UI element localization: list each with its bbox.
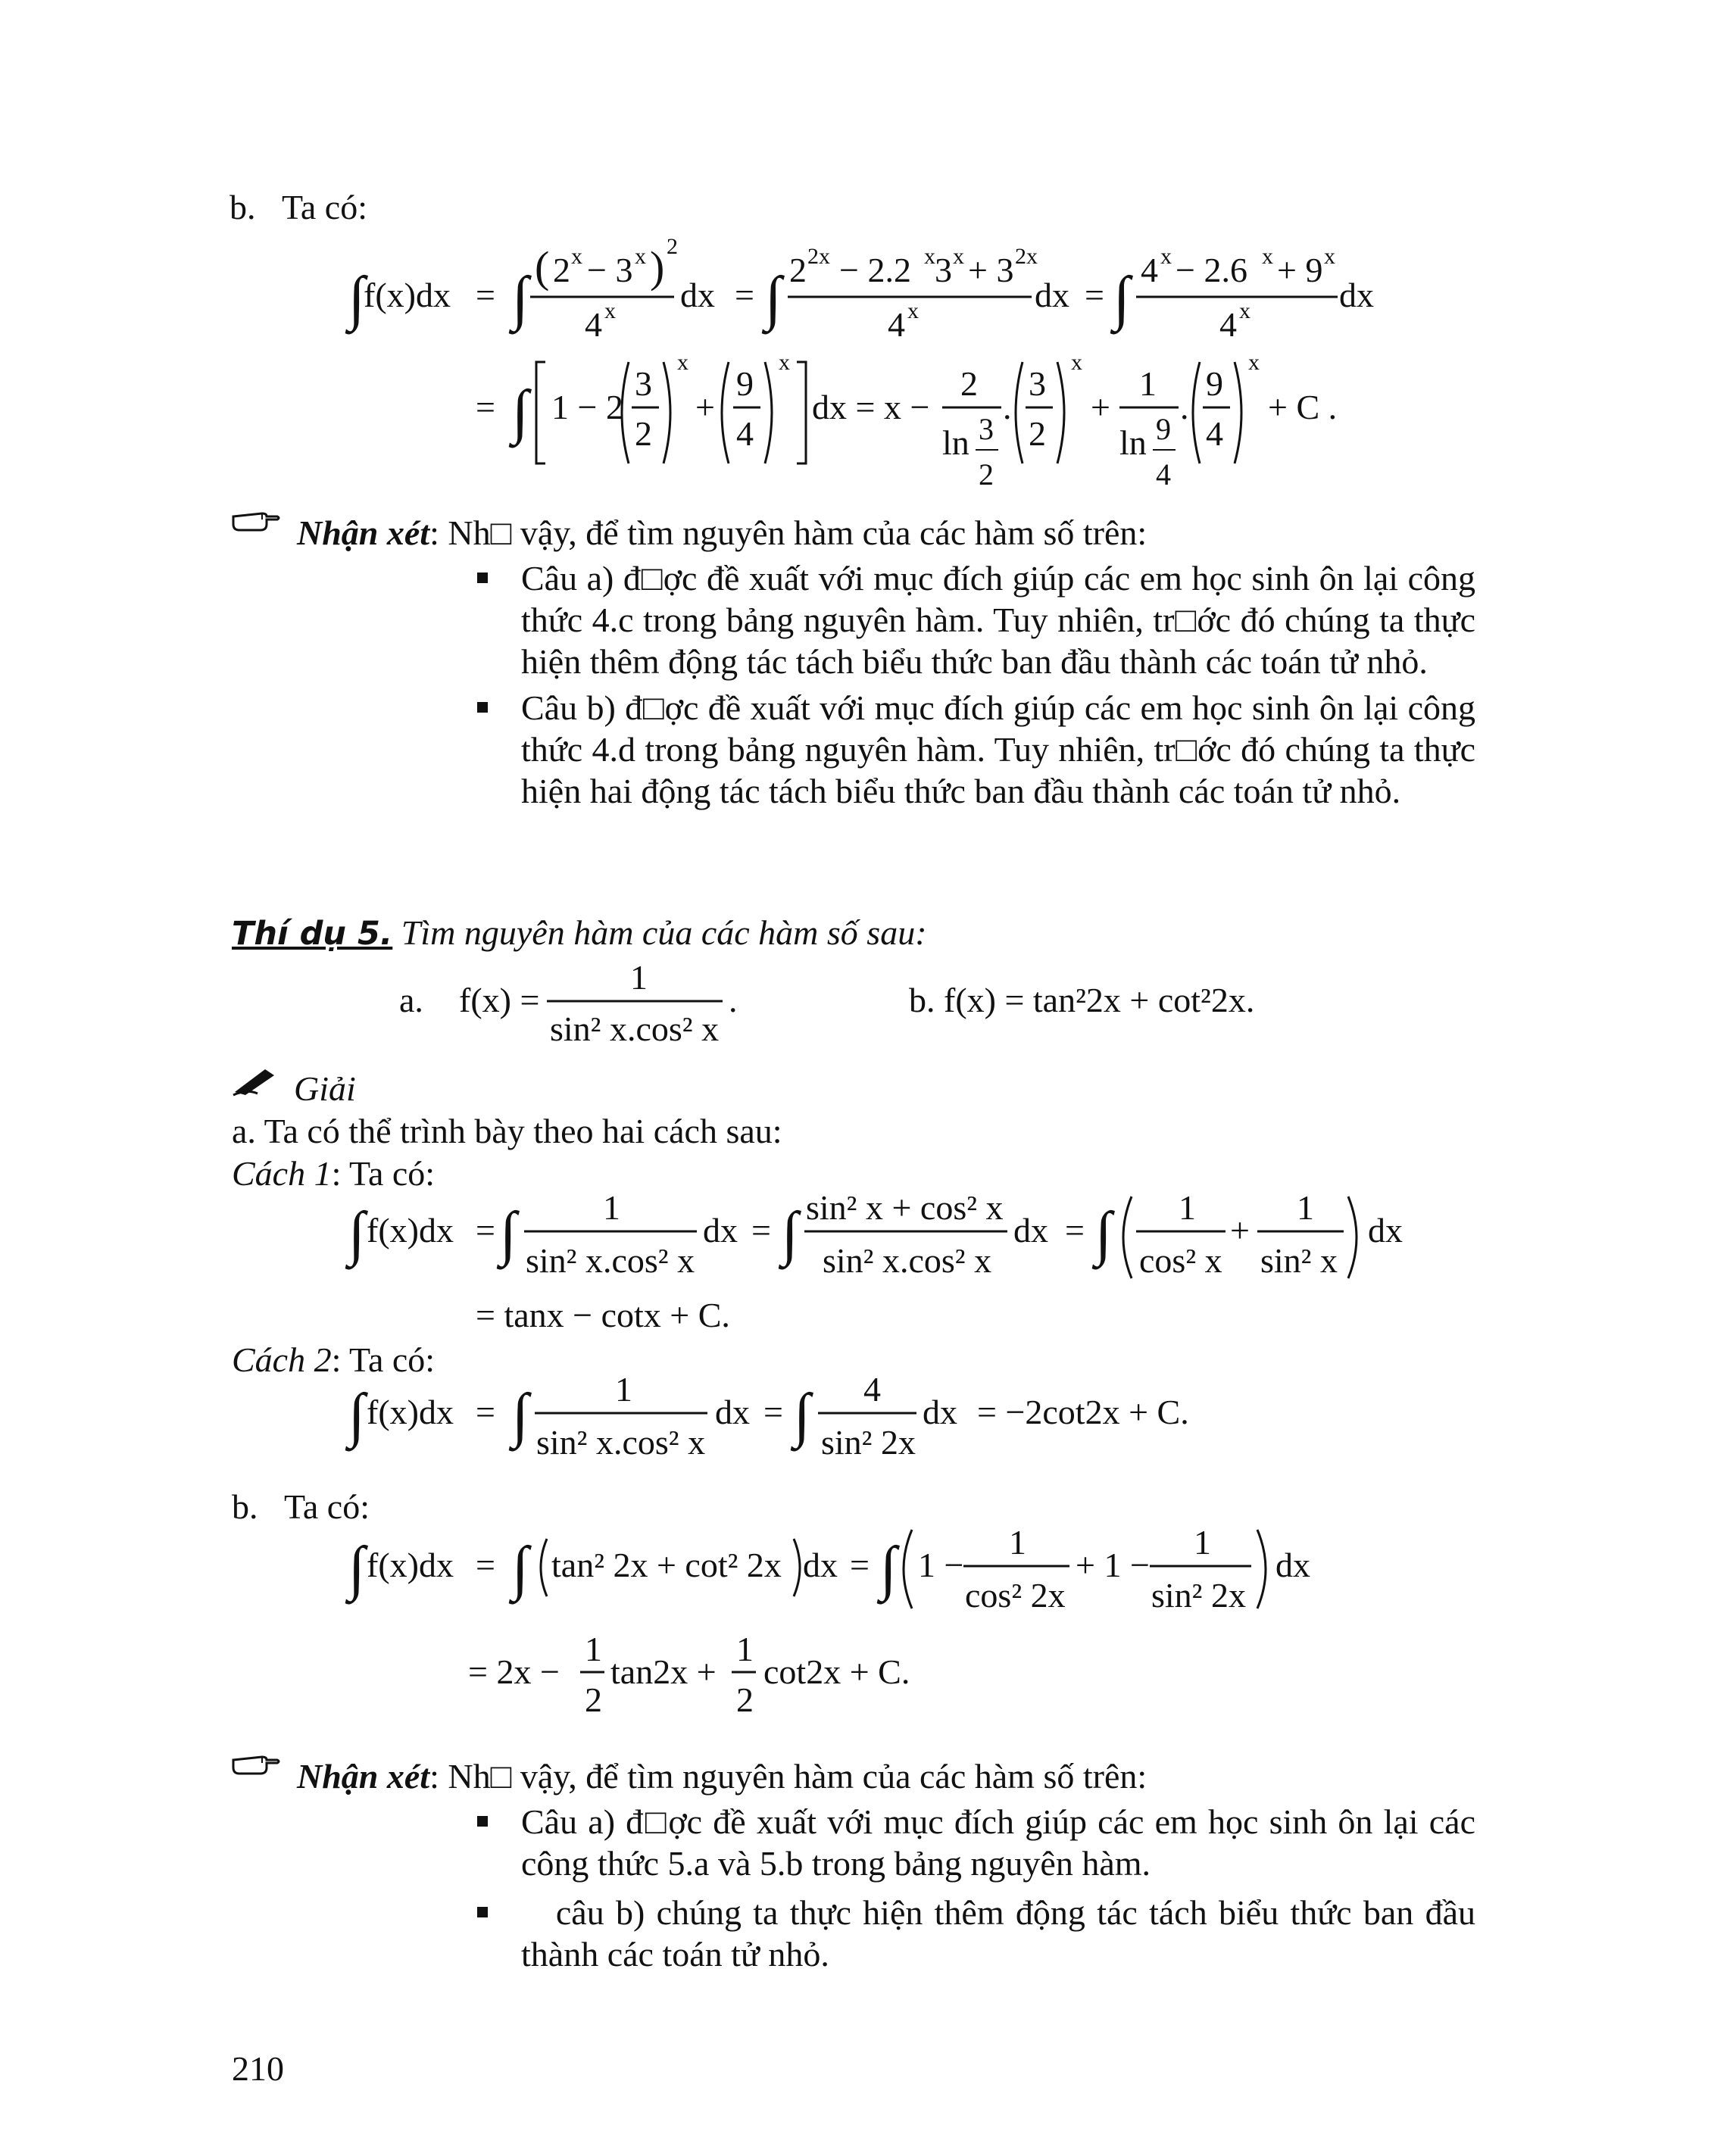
svg-text:f(x)dx: f(x)dx xyxy=(367,1546,454,1584)
svg-text:dx: dx xyxy=(715,1393,750,1431)
svg-text:1: 1 xyxy=(1297,1188,1314,1227)
svg-text:x: x xyxy=(677,350,688,375)
svg-text:4: 4 xyxy=(585,305,602,344)
solution-a-intro: a. Ta có thể trình bày theo hai cách sau: xyxy=(232,1112,782,1150)
svg-text:2: 2 xyxy=(979,457,994,491)
svg-text:2: 2 xyxy=(789,251,807,289)
svg-text:+ C .: + C . xyxy=(1268,388,1338,426)
svg-text:= −2cot2x + C.: = −2cot2x + C. xyxy=(977,1393,1189,1431)
svg-text:b. f(x) = tan²2x + cot²2x.: b. f(x) = tan²2x + cot²2x. xyxy=(909,981,1255,1019)
svg-text:∫: ∫ xyxy=(500,1200,517,1267)
svg-text:=: = xyxy=(763,1393,783,1431)
svg-text:2: 2 xyxy=(585,1680,602,1719)
svg-text:dx: dx xyxy=(1013,1211,1048,1250)
svg-text:∫: ∫ xyxy=(794,1382,810,1449)
svg-text:sin² 2x: sin² 2x xyxy=(1151,1576,1246,1615)
svg-text:sin² x: sin² x xyxy=(1260,1241,1338,1280)
svg-text:3: 3 xyxy=(979,412,994,446)
svg-text:=: = xyxy=(1065,1211,1085,1250)
svg-text:4: 4 xyxy=(863,1370,881,1409)
svg-text:dx: dx xyxy=(680,276,715,314)
svg-text:+ 3: + 3 xyxy=(968,251,1014,289)
svg-text:∫: ∫ xyxy=(782,1200,798,1267)
svg-text:dx: dx xyxy=(1339,276,1374,314)
svg-text:2x: 2x xyxy=(807,244,830,269)
svg-text:1: 1 xyxy=(1194,1523,1211,1562)
list-item: Câu a) đ□ợc đề xuất với mục đích giúp các em học sinh ôn lại công thức 4.c trong bảng nguyên hàm. Tuy nhiên, tr□ớc đó chúng ta thực hiện thêm động tác tách biểu thức ban đầu thành các toán tử nhỏ. xyxy=(521,557,1475,682)
svg-text:cot2x + C.: cot2x + C. xyxy=(763,1652,910,1691)
svg-text:sin² x + cos² x: sin² x + cos² x xyxy=(806,1188,1004,1227)
svg-text:1 − 2: 1 − 2 xyxy=(551,388,623,426)
svg-text:dx: dx xyxy=(803,1546,838,1584)
svg-text:f(x)dx: f(x)dx xyxy=(367,1211,454,1250)
svg-text:cos² 2x: cos² 2x xyxy=(965,1576,1066,1615)
svg-text:sin² 2x: sin² 2x xyxy=(821,1423,916,1462)
example-5-heading: Thí dụ 5. Tìm nguyên hàm của các hàm số sau: xyxy=(232,913,927,953)
svg-text:∫: ∫ xyxy=(512,265,529,332)
svg-text:1: 1 xyxy=(1009,1523,1026,1562)
list-item: câu b) chúng ta thực hiện thêm động tác tách biểu thức ban đầu thành các toán tử nhỏ. xyxy=(521,1892,1475,1975)
svg-text:dx = x −: dx = x − xyxy=(812,388,930,426)
svg-text:∫: ∫ xyxy=(765,265,782,332)
solution-label: Giải xyxy=(294,1069,356,1108)
method-1-heading: Cách 1: Ta có: xyxy=(232,1154,436,1193)
svg-text:x: x xyxy=(1160,244,1172,269)
svg-text:.: . xyxy=(1003,388,1012,426)
svg-text:=: = xyxy=(476,1211,495,1250)
list-item: Câu a) đ□ợc đề xuất với mục đích giúp các em học sinh ôn lại các công thức 5.a và 5.b trong bảng nguyên hàm. xyxy=(521,1801,1475,1884)
svg-text:3: 3 xyxy=(935,251,952,289)
svg-text:− 3: − 3 xyxy=(587,251,633,289)
svg-text:sin² x.cos² x: sin² x.cos² x xyxy=(526,1241,695,1280)
svg-text:∫: ∫ xyxy=(512,379,529,445)
svg-text:2x: 2x xyxy=(1015,244,1038,269)
svg-text:.: . xyxy=(729,981,738,1019)
svg-text:= tanx − cotx + C.: = tanx − cotx + C. xyxy=(476,1296,730,1334)
svg-text:+: + xyxy=(1091,388,1110,426)
svg-text:cos² x: cos² x xyxy=(1139,1241,1222,1280)
list-item: Câu b) đ□ợc đề xuất với mục đích giúp các em học sinh ôn lại công thức 4.d trong bảng nguyên hàm. Tuy nhiên, tr□ớc đó chúng ta thực hiện hai động tác tách biểu thức ban đầu thành các toán tử nhỏ. xyxy=(521,687,1475,812)
svg-text:+: + xyxy=(695,388,715,426)
svg-text:dx: dx xyxy=(703,1211,738,1250)
svg-text:sin² x.cos² x: sin² x.cos² x xyxy=(536,1423,706,1462)
svg-text:∫: ∫ xyxy=(880,1535,897,1602)
svg-text:sin² x.cos² x: sin² x.cos² x xyxy=(550,1009,720,1048)
page-number: 210 xyxy=(232,2049,284,2088)
svg-text:): ) xyxy=(650,242,665,292)
svg-text:1 −: 1 − xyxy=(918,1546,964,1584)
svg-text:− 2.6: − 2.6 xyxy=(1176,251,1247,289)
svg-text:x: x xyxy=(907,298,919,323)
svg-text:=: = xyxy=(850,1546,870,1584)
svg-text:− 2.2: − 2.2 xyxy=(839,251,911,289)
svg-text:∫: ∫ xyxy=(512,1382,529,1449)
svg-text:x: x xyxy=(779,350,790,375)
remark-2-list xyxy=(521,1801,1485,1980)
svg-text:4: 4 xyxy=(1219,305,1237,344)
svg-text:1: 1 xyxy=(1179,1188,1196,1227)
svg-text:3: 3 xyxy=(1029,364,1046,403)
svg-text:∫: ∫ xyxy=(348,1535,365,1602)
svg-text:=: = xyxy=(476,388,495,426)
svg-text:4: 4 xyxy=(1156,457,1171,491)
svg-text:2: 2 xyxy=(667,234,678,259)
svg-text:(: ( xyxy=(535,242,550,292)
svg-text:= 2x −: = 2x − xyxy=(468,1652,560,1691)
svg-text:4: 4 xyxy=(888,305,905,344)
svg-text:dx: dx xyxy=(923,1393,957,1431)
svg-text:+ 9: + 9 xyxy=(1277,251,1323,289)
svg-text:ln: ln xyxy=(942,423,969,462)
svg-text:=: = xyxy=(751,1211,771,1250)
svg-text:dx: dx xyxy=(1035,276,1069,314)
svg-text:1: 1 xyxy=(736,1630,754,1668)
svg-text:9: 9 xyxy=(1206,364,1223,403)
svg-text:∫: ∫ xyxy=(512,1535,529,1602)
svg-text:3: 3 xyxy=(635,364,652,403)
svg-text:dx: dx xyxy=(1275,1546,1310,1584)
svg-text:2: 2 xyxy=(960,364,978,403)
svg-text:f(x)dx: f(x)dx xyxy=(367,1393,454,1431)
svg-text:=: = xyxy=(1085,276,1104,314)
svg-text:ln: ln xyxy=(1119,423,1147,462)
svg-text:2: 2 xyxy=(1029,414,1046,453)
svg-text:x: x xyxy=(604,298,616,323)
svg-text:x: x xyxy=(953,244,964,269)
svg-text:x: x xyxy=(1239,298,1250,323)
svg-text:dx: dx xyxy=(1368,1211,1403,1250)
svg-text:4: 4 xyxy=(736,414,754,453)
svg-text:∫: ∫ xyxy=(1113,265,1130,332)
svg-text:x: x xyxy=(1324,244,1335,269)
svg-text:1: 1 xyxy=(615,1370,632,1409)
svg-text:tan² 2x + cot² 2x: tan² 2x + cot² 2x xyxy=(551,1546,782,1584)
svg-text:f(x) =: f(x) = xyxy=(459,981,540,1019)
svg-text:=: = xyxy=(476,1546,495,1584)
integral-sign: ∫ xyxy=(348,265,365,332)
svg-text:f(x)dx: f(x)dx xyxy=(364,276,451,314)
svg-text:4: 4 xyxy=(1206,414,1223,453)
remark-1-heading: Nhận xét: Nh□ vậy, để tìm nguyên hàm của các hàm số trên: xyxy=(297,513,1147,552)
svg-text:=: = xyxy=(735,276,754,314)
svg-text:x: x xyxy=(1262,244,1273,269)
svg-text:+: + xyxy=(1230,1211,1250,1250)
svg-text:2: 2 xyxy=(635,414,652,453)
svg-text:2: 2 xyxy=(553,251,570,289)
svg-text:∫: ∫ xyxy=(348,1200,365,1267)
pointing-hand-icon xyxy=(232,1752,280,1778)
svg-text:1: 1 xyxy=(630,958,648,997)
solution-b-heading: b. Ta có: xyxy=(232,1487,370,1526)
svg-text:tan2x +: tan2x + xyxy=(610,1652,717,1691)
svg-text:x: x xyxy=(635,244,646,269)
svg-text:=: = xyxy=(476,276,495,314)
svg-text:1: 1 xyxy=(603,1188,620,1227)
svg-text:9: 9 xyxy=(1156,412,1171,446)
remark-2-heading: Nhận xét: Nh□ vậy, để tìm nguyên hàm của các hàm số trên: xyxy=(297,1757,1147,1796)
method-2-heading: Cách 2: Ta có: xyxy=(232,1340,436,1379)
svg-text:+ 1 −: + 1 − xyxy=(1076,1546,1150,1584)
svg-text:x: x xyxy=(1248,350,1260,375)
svg-text:∫: ∫ xyxy=(348,1382,365,1449)
svg-text:1: 1 xyxy=(585,1630,602,1668)
svg-text:=: = xyxy=(476,1393,495,1431)
svg-text:sin² x.cos² x: sin² x.cos² x xyxy=(823,1241,992,1280)
svg-text:4: 4 xyxy=(1141,251,1158,289)
svg-text:a.: a. xyxy=(399,981,423,1019)
svg-text:1: 1 xyxy=(1139,364,1157,403)
svg-text:.: . xyxy=(1180,388,1189,426)
part-b-label: b. Ta có: xyxy=(229,188,368,226)
svg-text:x: x xyxy=(924,244,935,269)
svg-text:9: 9 xyxy=(736,364,754,403)
svg-text:x: x xyxy=(1071,350,1082,375)
svg-text:x: x xyxy=(571,244,582,269)
svg-text:∫: ∫ xyxy=(1095,1200,1112,1267)
svg-text:2: 2 xyxy=(736,1680,754,1719)
